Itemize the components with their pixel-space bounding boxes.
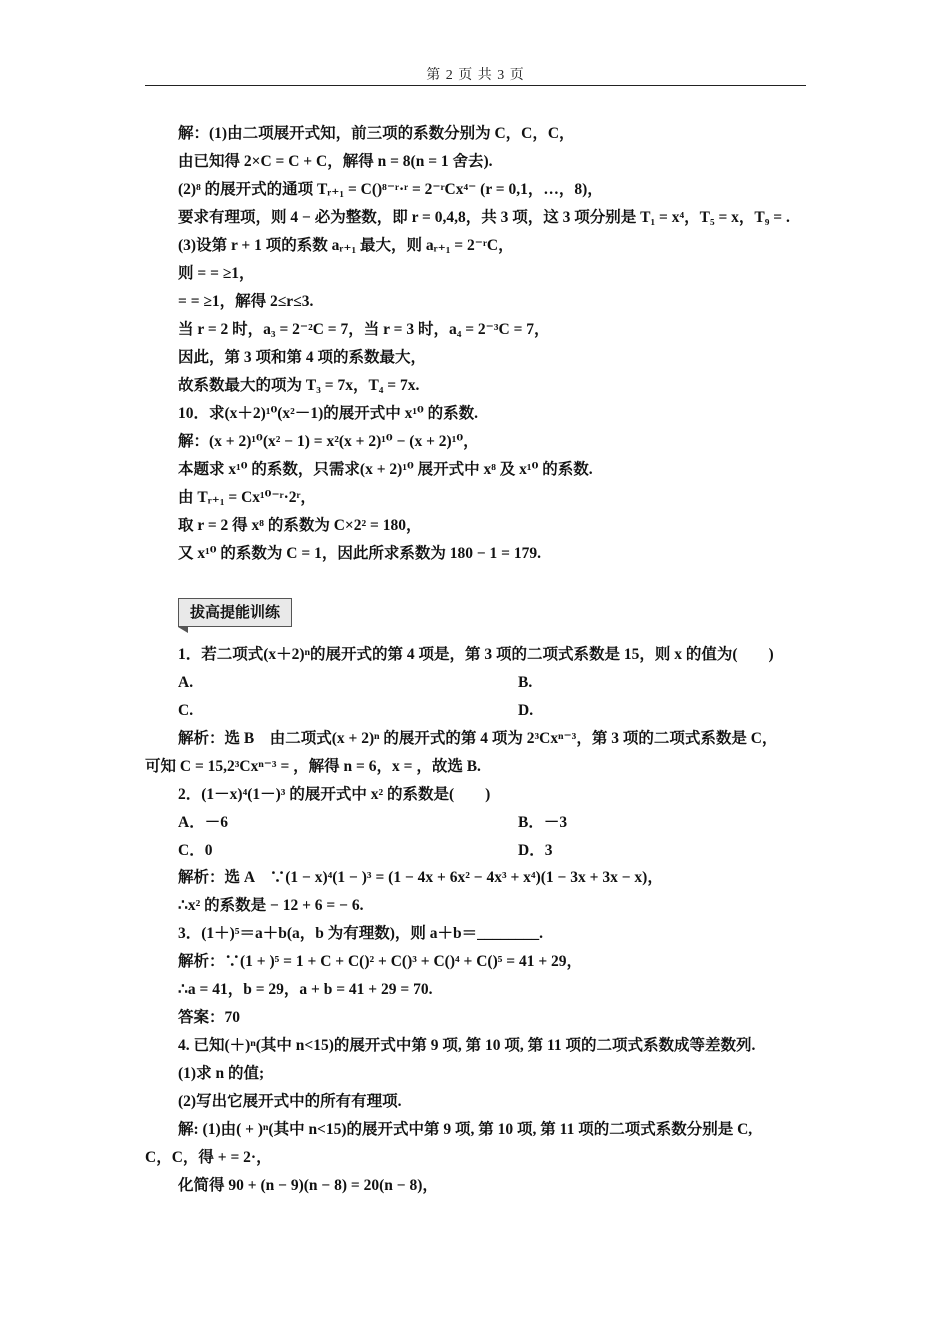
solution-line: (2)⁸ 的展开式的通项 Tᵣ₊₁ = C()⁸⁻ʳ·ʳ = 2⁻ʳCx⁴⁻ (r = 0,1，…，8)， <box>178 181 603 198</box>
question-stem: 1．若二项式(x＋2)ⁿ的展开式的第 4 项是，第 3 项的二项式系数是 15，则 x 的值为( ) <box>178 646 774 663</box>
solution-line: (3)设第 r + 1 项的系数 aᵣ₊₁ 最大，则 aᵣ₊₁ = 2⁻ʳC， <box>178 237 514 254</box>
solution-line: 故系数最大的项为 T₃ = 7x，T₄ = 7x. <box>178 377 420 394</box>
question-stem: 3．(1＋)⁵＝a＋b(a，b 为有理数)，则 a＋b＝________. <box>178 925 544 942</box>
analysis-line: ∴a = 41，b = 29，a + b = 41 + 29 = 70. <box>178 981 433 998</box>
option-d: D．3 <box>518 842 553 859</box>
option-d: D. <box>518 702 534 719</box>
sub-question: (2)写出它展开式中的所有有理项. <box>178 1093 402 1110</box>
analysis-line: 可知 C = 15,2³Cxⁿ⁻³ = ，解得 n = 6，x = ，故选 B. <box>145 758 481 775</box>
solution-line: 本题求 x¹⁰ 的系数，只需求(x + 2)¹⁰ 展开式中 x⁸ 及 x¹⁰ 的系数. <box>178 461 593 478</box>
solution-line: 解: (1)由( + )ⁿ(其中 n<15)的展开式中第 9 项, 第 10 项, 第 11 项的二项式系数分别是 C, <box>178 1121 753 1138</box>
banner-tail <box>178 627 188 633</box>
solution-line: 由已知得 2×C = C + C，解得 n = 8(n = 1 舍去). <box>178 153 493 170</box>
solution-line: 要求有理项，则 4 − 必为整数，即 r = 0,4,8，共 3 项，这 3 项分别是 T₁ = x⁴，T₅ = x，T₉ = . <box>178 209 790 226</box>
solution-line: 当 r = 2 时，a₃ = 2⁻²C = 7，当 r = 3 时，a₄ = 2⁻³C = 7， <box>178 321 550 338</box>
header-rule <box>145 85 806 86</box>
solution-line: 因此，第 3 项和第 4 项的系数最大， <box>178 349 427 366</box>
solution-line: 则 = = ≥1， <box>178 265 255 282</box>
option-a: A. <box>178 674 194 691</box>
solution-line: 解：(x + 2)¹⁰(x² − 1) = x²(x + 2)¹⁰ − (x + 2)¹⁰， <box>178 433 479 450</box>
sub-question: (1)求 n 的值; <box>178 1065 265 1082</box>
question-stem: 4. 已知(＋)ⁿ(其中 n<15)的展开式中第 9 项, 第 10 项, 第 11 项的二项式系数成等差数列. <box>178 1037 756 1054</box>
analysis-line: 解析：选 B 由二项式(x + 2)ⁿ 的展开式的第 4 项为 2³Cxⁿ⁻³，第 3 项的二项式系数是 C， <box>178 730 778 747</box>
analysis-line: 解析：选 A ∵(1 − x)⁴(1 − )³ = (1 − 4x + 6x² − 4x³ + x⁴)(1 − 3x + 3x − x)， <box>178 869 663 886</box>
section-banner <box>178 598 292 632</box>
solution-line: 解：(1)由二项展开式知，前三项的系数分别为 C，C，C， <box>178 125 575 142</box>
solution-line: C，C，得 + = 2·， <box>145 1149 272 1166</box>
question-stem: 2．(1－x)⁴(1－)³ 的展开式中 x² 的系数是( ) <box>178 786 491 803</box>
analysis-line: 解析：∵(1 + )⁵ = 1 + C + C()² + C()³ + C()⁴ + C()⁵ = 41 + 29， <box>178 953 583 970</box>
option-a: A．－6 <box>178 814 228 831</box>
page-header: 第 2 页 共 3 页 <box>426 68 525 83</box>
solution-line: 又 x¹⁰ 的系数为 C = 1，因此所求系数为 180 − 1 = 179. <box>178 545 542 562</box>
problem-stem: 10．求(x＋2)¹⁰(x²－1)的展开式中 x¹⁰ 的系数. <box>178 405 479 422</box>
option-c: C. <box>178 702 194 719</box>
option-b: B. <box>518 674 533 691</box>
solution-line: 化简得 90 + (n − 9)(n − 8) = 20(n − 8)， <box>178 1177 438 1194</box>
option-c: C．0 <box>178 842 213 859</box>
solution-line: 由 Tᵣ₊₁ = Cx¹⁰⁻ʳ·2ʳ， <box>178 489 316 506</box>
solution-line: = = ≥1，解得 2≤r≤3. <box>178 293 314 310</box>
solution-line: 取 r = 2 得 x⁸ 的系数为 C×2² = 180， <box>178 517 422 534</box>
analysis-line: ∴x² 的系数是 − 12 + 6 = − 6. <box>178 897 364 914</box>
section-title: 拔高提能训练 <box>189 603 280 621</box>
option-b: B．－3 <box>518 814 568 831</box>
answer-line: 答案：70 <box>178 1009 241 1026</box>
